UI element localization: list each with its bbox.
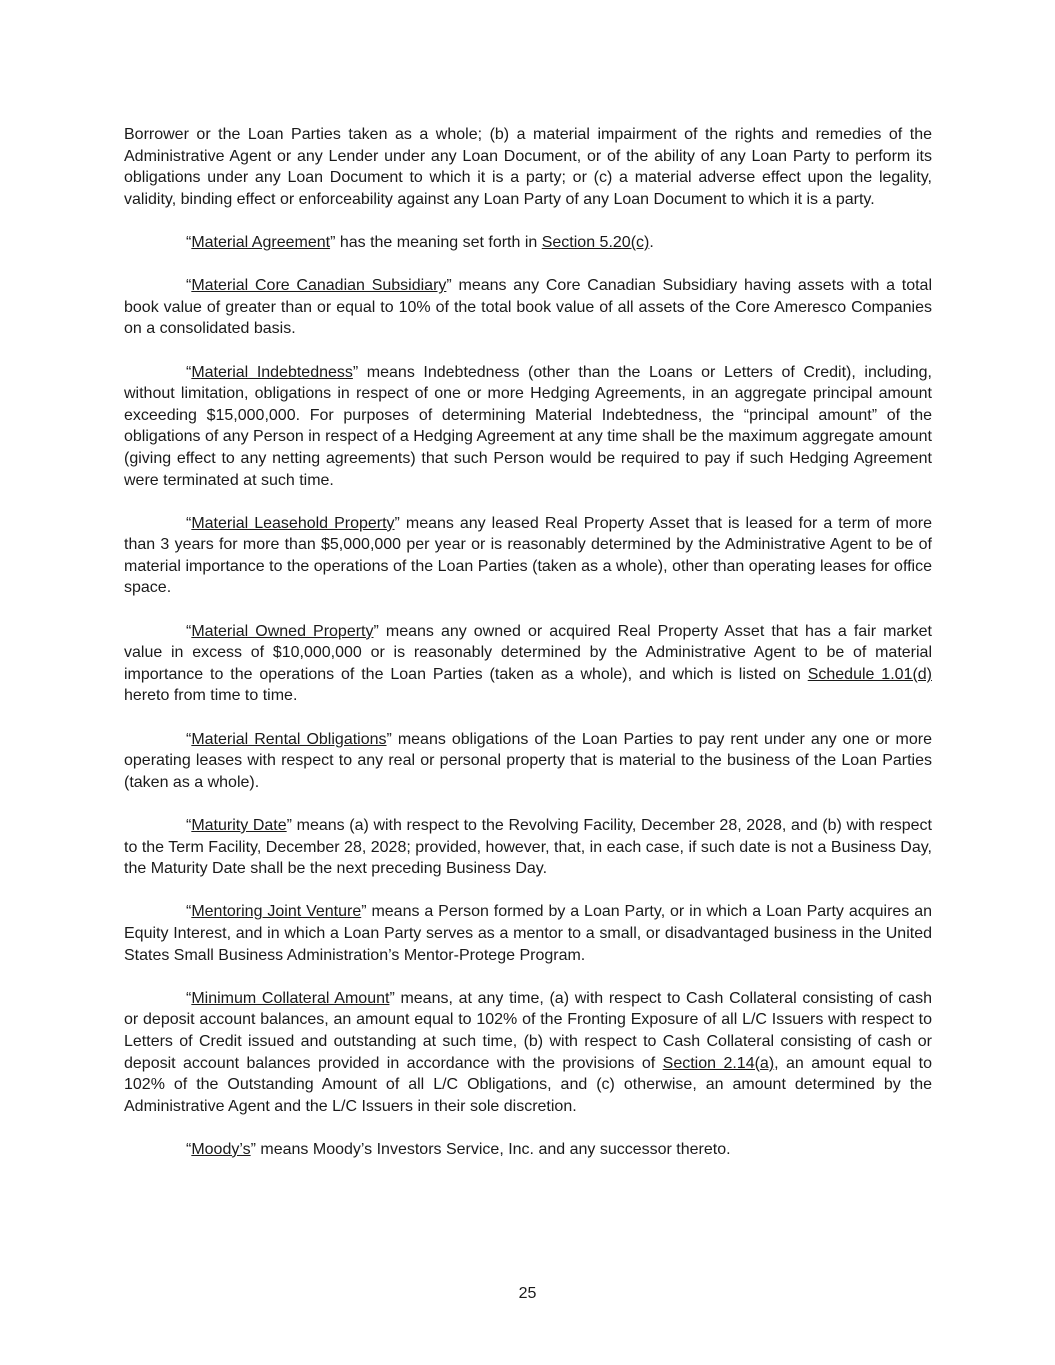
definition-minimum-collateral-amount: “Minimum Collateral Amount” means, at any time, (a) with respect to Cash Collateral consisting of cash or deposit account balances, an amount equal to 102% of the Fronting Exposure of all L/C Issuers with respect to Letters of Credit issued and outstanding at such time, (b) with respect to Cash Collateral consisting of cash or deposit account balances provided in accordance with the provisions of Section 2.14(a), an amount equal to 102% of the Outstanding Amount of all L/C Obligations, and (c) otherwise, an amount determined by the Administrative Agent and the L/C Issuers in their sole discretion. (124, 989, 932, 1115)
defined-term: Material Core Canadian Subsidiary (191, 277, 447, 295)
defined-term: Minimum Collateral Amount (191, 989, 390, 1007)
schedule-reference: Schedule 1.01(d) (807, 665, 933, 683)
defined-term: Material Rental Obligations (191, 730, 387, 748)
defined-term: Material Indebtedness (191, 363, 353, 381)
definition-material-indebtedness: “Material Indebtedness” means Indebtedness (other than the Loans or Letters of Credit), including, without limitation, obligations in respect of one or more Hedging Agreements, in an aggregate principal amount exceeding $15,000,000. For purposes of determining Material Indebtedness, the “principal amount” of the obligations of any Person in respect of a Hedging Agreement at any time shall be the maximum aggregate amount (giving effect to any netting agreements) that such Person would be required to pay if such Hedging Agreement were terminated at such time. (124, 363, 932, 489)
section-reference: Section 5.20(c) (541, 233, 650, 251)
definition-material-agreement: “Material Agreement” has the meaning set forth in Section 5.20(c). (186, 233, 654, 251)
definition-mentoring-joint-venture: “Mentoring Joint Venture” means a Person formed by a Loan Party, or in which a Loan Party acquires an Equity Interest, and in which a Loan Party serves as a mentor to a small, or disadvantaged business in the United States Small Business Administration’s Mentor-Protege Program. (124, 903, 932, 964)
defined-term: Material Leasehold Property (191, 514, 395, 532)
page-number: 25 (518, 1285, 537, 1302)
definition-maturity-date: “Maturity Date” means (a) with respect to the Revolving Facility, December 28, 2028, and (b) with respect to the Term Facility, December 28, 2028; provided, however, that, in each case, if such date is not a Business Day, the Maturity Date shall be the next preceding Business Day. (124, 817, 932, 878)
definition-material-core-canadian-subsidiary: “Material Core Canadian Subsidiary” means any Core Canadian Subsidiary having assets with a total book value of greater than or equal to 10% of the total book value of all assets of the Core Ameresco Companies on a consolidated basis. (124, 277, 933, 338)
definition-material-owned-property: “Material Owned Property” means any owned or acquired Real Property Asset that has a fair market value in excess of $10,000,000 or is reasonably determined by the Administrative Agent to be of material importance to the operations of the Loan Parties (taken as a whole), and which is listed on Schedule 1.01(d) hereto from time to time. (124, 622, 933, 705)
continuation-paragraph: Borrower or the Loan Parties taken as a whole; (b) a material impairment of the rights and remedies of the Administrative Agent or any Lender under any Loan Document, or of the ability of any Loan Party to perform its obligations under any Loan Document to which it is a party; or (c) a material adverse effect upon the legality, validity, binding effect or enforceability against any Loan Party of any Loan Document to which it is a party. (124, 126, 932, 208)
definition-moodys: “Moody’s” means Moody’s Investors Service, Inc. and any successor thereto. (186, 1140, 731, 1158)
definition-material-rental-obligations: “Material Rental Obligations” means obligations of the Loan Parties to pay rent under any one or more operating leases with respect to any real or personal property that is material to the business of the Loan Parties (taken as a whole). (124, 730, 932, 791)
defined-term: Material Owned Property (191, 622, 374, 640)
defined-term: Material Agreement (191, 233, 331, 251)
document-body (124, 124, 932, 1182)
defined-term: Moody’s (191, 1140, 251, 1158)
definition-material-leasehold-property: “Material Leasehold Property” means any leased Real Property Asset that is leased for a term of more than 3 years for more than $5,000,000 per year or is reasonably determined by the Administrative Agent to be of material importance to the operations of the Loan Parties (taken as a whole), other than operating leases for office space. (124, 514, 933, 597)
defined-term: Maturity Date (191, 817, 287, 834)
section-reference: Section 2.14(a) (662, 1054, 775, 1072)
defined-term: Mentoring Joint Venture (191, 903, 362, 921)
